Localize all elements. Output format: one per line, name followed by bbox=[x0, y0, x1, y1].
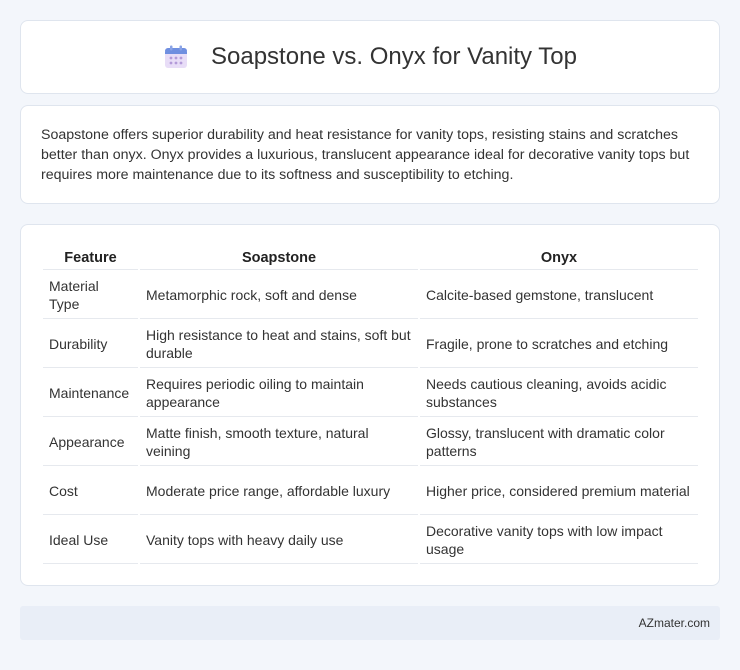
header-soapstone: Soapstone bbox=[140, 247, 418, 270]
onyx-cell: Needs cautious cleaning, avoids acidic substances bbox=[420, 370, 698, 417]
intro-text: Soapstone offers superior durability and heat resistance for vanity tops, resisting stains and scratches better than onyx. Onyx provides a luxurious, translucent appearance ideal for decorative vanity tops but requires more maintenance due to its softness and susceptibility to etching. bbox=[41, 127, 690, 183]
onyx-cell: Calcite-based gemstone, translucent bbox=[420, 272, 698, 319]
page-title: Soapstone vs. Onyx for Vanity Top bbox=[211, 43, 577, 70]
table-row bbox=[43, 272, 698, 319]
table-row bbox=[43, 370, 698, 417]
footer bbox=[20, 606, 720, 640]
calendar-icon bbox=[163, 44, 189, 70]
soapstone-cell: Requires periodic oiling to maintain appearance bbox=[140, 370, 418, 417]
soapstone-cell: Matte finish, smooth texture, natural veining bbox=[140, 419, 418, 466]
footer-brand: AZmater.com bbox=[638, 616, 710, 630]
table-row bbox=[43, 321, 698, 368]
soapstone-cell: Metamorphic rock, soft and dense bbox=[140, 272, 418, 319]
table-row bbox=[43, 517, 698, 564]
comparison-table bbox=[41, 245, 700, 566]
table-row bbox=[43, 419, 698, 466]
feature-cell: Durability bbox=[43, 321, 138, 368]
header-onyx: Onyx bbox=[420, 247, 698, 270]
onyx-cell: Fragile, prone to scratches and etching bbox=[420, 321, 698, 368]
onyx-cell: Decorative vanity tops with low impact usage bbox=[420, 517, 698, 564]
feature-cell: Material Type bbox=[43, 272, 138, 319]
feature-cell: Cost bbox=[43, 468, 138, 515]
header-feature: Feature bbox=[43, 247, 138, 270]
feature-cell: Ideal Use bbox=[43, 517, 138, 564]
table-row bbox=[43, 468, 698, 515]
feature-cell: Maintenance bbox=[43, 370, 138, 417]
title-card bbox=[20, 20, 720, 94]
onyx-cell: Glossy, translucent with dramatic color patterns bbox=[420, 419, 698, 466]
soapstone-cell: Vanity tops with heavy daily use bbox=[140, 517, 418, 564]
intro-card bbox=[20, 105, 720, 204]
feature-cell: Appearance bbox=[43, 419, 138, 466]
table-header-row bbox=[43, 247, 698, 270]
soapstone-cell: High resistance to heat and stains, soft but durable bbox=[140, 321, 418, 368]
onyx-cell: Higher price, considered premium material bbox=[420, 468, 698, 515]
soapstone-cell: Moderate price range, affordable luxury bbox=[140, 468, 418, 515]
comparison-table-card bbox=[20, 224, 720, 586]
